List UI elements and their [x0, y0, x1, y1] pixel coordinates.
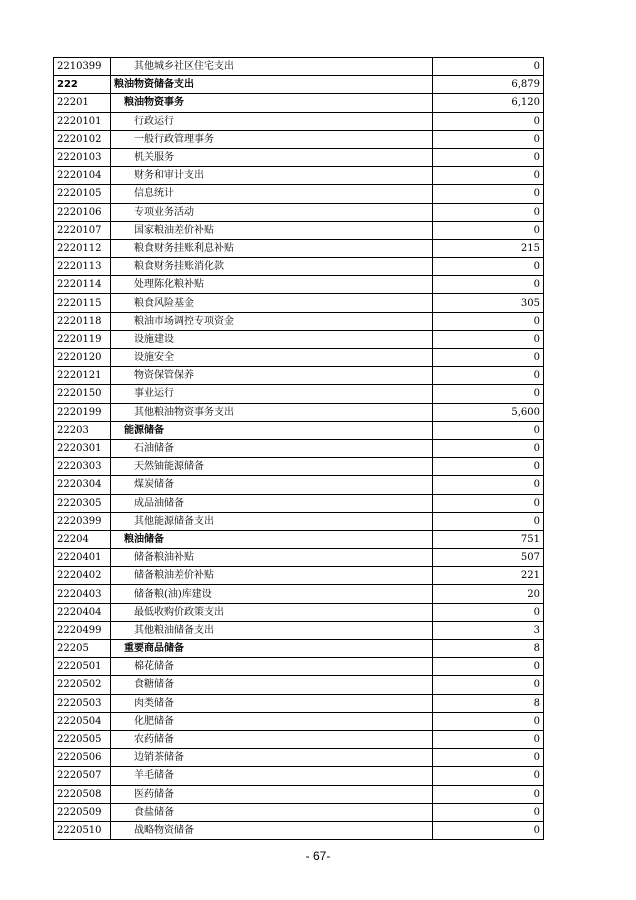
cell-code: 2220115: [54, 294, 111, 312]
cell-name: [111, 676, 433, 694]
cell-name-text: 储备粮油差价补贴: [134, 570, 214, 582]
cell-code: 2220506: [54, 749, 111, 767]
cell-value: 0: [433, 512, 544, 530]
cell-name-text: 粮食财务挂账利息补贴: [134, 242, 234, 254]
cell-name: [111, 439, 433, 457]
cell-code: 2220112: [54, 239, 111, 257]
cell-value: 0: [433, 148, 544, 166]
cell-name: [111, 767, 433, 785]
cell-name: [111, 694, 433, 712]
cell-name: [111, 294, 433, 312]
cell-code: 2220304: [54, 476, 111, 494]
table-row: [54, 221, 544, 239]
cell-name: [111, 403, 433, 421]
cell-name-text: 重要商品储备: [124, 643, 184, 655]
cell-code: 2220121: [54, 367, 111, 385]
cell-name: [111, 58, 433, 76]
cell-name: [111, 640, 433, 658]
cell-value: 0: [433, 712, 544, 730]
table-row: [54, 403, 544, 421]
cell-code: 2220510: [54, 821, 111, 839]
cell-code: 2220305: [54, 494, 111, 512]
cell-code: 2220120: [54, 349, 111, 367]
cell-name-text: 农药储备: [134, 734, 174, 746]
cell-value: 0: [433, 330, 544, 348]
cell-name-text: 粮食财务挂账消化款: [134, 261, 224, 273]
table-row: [54, 367, 544, 385]
cell-value: 0: [433, 476, 544, 494]
cell-name-text: 粮油市场调控专项资金: [134, 315, 234, 327]
cell-value: 215: [433, 239, 544, 257]
cell-code: 2220104: [54, 167, 111, 185]
table-row: [54, 349, 544, 367]
cell-value: 0: [433, 676, 544, 694]
cell-name-text: 最低收购价政策支出: [134, 606, 224, 618]
table-row: [54, 785, 544, 803]
cell-name: [111, 185, 433, 203]
table-row: [54, 112, 544, 130]
cell-code: 2220505: [54, 730, 111, 748]
cell-name-text: 棉花储备: [134, 661, 174, 673]
cell-value: 0: [433, 112, 544, 130]
cell-name: [111, 239, 433, 257]
table-row: [54, 512, 544, 530]
table-row: [54, 585, 544, 603]
cell-name: [111, 658, 433, 676]
cell-value: 305: [433, 294, 544, 312]
cell-value: 0: [433, 167, 544, 185]
table-row: [54, 294, 544, 312]
cell-name: [111, 749, 433, 767]
cell-value: 8: [433, 640, 544, 658]
cell-name-text: 能源储备: [124, 424, 164, 436]
cell-code: 2220404: [54, 603, 111, 621]
cell-name-text: 国家粮油差价补贴: [134, 224, 214, 236]
cell-name: [111, 76, 433, 94]
cell-name: [111, 512, 433, 530]
cell-name: [111, 167, 433, 185]
cell-name: [111, 476, 433, 494]
cell-value: 0: [433, 494, 544, 512]
cell-name-text: 粮油物资事务: [124, 97, 184, 109]
budget-table: [53, 57, 544, 840]
cell-code: 2220150: [54, 385, 111, 403]
table-row: [54, 676, 544, 694]
cell-value: 6,120: [433, 94, 544, 112]
cell-name-text: 处理陈化粮补贴: [134, 279, 204, 291]
table-row: [54, 439, 544, 457]
cell-name: [111, 549, 433, 567]
cell-value: 0: [433, 367, 544, 385]
cell-name: [111, 276, 433, 294]
table-row: [54, 130, 544, 148]
cell-name: [111, 785, 433, 803]
cell-value: 0: [433, 458, 544, 476]
cell-code: 22205: [54, 640, 111, 658]
cell-name: [111, 94, 433, 112]
table-row: [54, 821, 544, 839]
cell-code: 2220399: [54, 512, 111, 530]
cell-name-text: 专项业务活动: [134, 206, 194, 218]
cell-name-text: 储备粮(油)库建设: [134, 588, 212, 600]
cell-name: [111, 712, 433, 730]
cell-name-text: 事业运行: [134, 388, 174, 400]
cell-value: 6,879: [433, 76, 544, 94]
cell-name-text: 粮食风险基金: [134, 297, 194, 309]
cell-name-text: 其他粮油储备支出: [134, 624, 214, 636]
cell-name: [111, 621, 433, 639]
cell-code: 2220199: [54, 403, 111, 421]
cell-value: 751: [433, 530, 544, 548]
cell-value: 221: [433, 567, 544, 585]
table-row: [54, 94, 544, 112]
table-row: [54, 276, 544, 294]
cell-name-text: 粮油储备: [124, 533, 164, 545]
cell-name-text: 食糖储备: [134, 679, 174, 691]
cell-name-text: 化肥储备: [134, 715, 174, 727]
table-row: [54, 767, 544, 785]
cell-name-text: 战略物资储备: [134, 824, 194, 836]
cell-name: [111, 112, 433, 130]
cell-code: 22203: [54, 421, 111, 439]
cell-name-text: 其他能源储备支出: [134, 515, 214, 527]
cell-value: 0: [433, 312, 544, 330]
cell-code: 2220502: [54, 676, 111, 694]
cell-value: 0: [433, 258, 544, 276]
cell-name: [111, 203, 433, 221]
cell-code: 2220499: [54, 621, 111, 639]
cell-name-text: 财务和审计支出: [134, 170, 204, 182]
cell-value: 0: [433, 749, 544, 767]
cell-code: 2210399: [54, 58, 111, 76]
cell-value: 0: [433, 203, 544, 221]
cell-name-text: 机关服务: [134, 152, 174, 164]
cell-code: 2220303: [54, 458, 111, 476]
cell-name: [111, 585, 433, 603]
cell-code: 2220301: [54, 439, 111, 457]
cell-code: 2220103: [54, 148, 111, 166]
table-row: [54, 730, 544, 748]
cell-code: 2220508: [54, 785, 111, 803]
cell-value: 5,600: [433, 403, 544, 421]
table-row: [54, 239, 544, 257]
table-row: [54, 712, 544, 730]
cell-name-text: 煤炭储备: [134, 479, 174, 491]
cell-value: 507: [433, 549, 544, 567]
cell-code: 2220402: [54, 567, 111, 585]
table-row: [54, 803, 544, 821]
cell-value: 0: [433, 58, 544, 76]
cell-value: 0: [433, 658, 544, 676]
table-body: [54, 58, 544, 840]
cell-value: 0: [433, 767, 544, 785]
cell-value: 0: [433, 130, 544, 148]
cell-value: 0: [433, 803, 544, 821]
cell-code: 2220509: [54, 803, 111, 821]
cell-value: 0: [433, 185, 544, 203]
cell-code: 22204: [54, 530, 111, 548]
cell-code: 2220401: [54, 549, 111, 567]
cell-value: 0: [433, 385, 544, 403]
table-row: [54, 330, 544, 348]
cell-name-text: 其他粮油物资事务支出: [134, 406, 234, 418]
table-row: [54, 530, 544, 548]
page-number: - 67-: [305, 849, 331, 863]
cell-name-text: 设施安全: [134, 352, 174, 364]
table-row: [54, 549, 544, 567]
cell-name-text: 物资保管保养: [134, 370, 194, 382]
cell-value: 0: [433, 221, 544, 239]
cell-name-text: 成品油储备: [134, 497, 184, 509]
cell-name: [111, 803, 433, 821]
table-row: [54, 749, 544, 767]
cell-name: [111, 258, 433, 276]
cell-code: 2220105: [54, 185, 111, 203]
cell-name: [111, 221, 433, 239]
cell-name: [111, 312, 433, 330]
cell-name-text: 食盐储备: [134, 806, 174, 818]
table-row: [54, 421, 544, 439]
cell-code: 22201: [54, 94, 111, 112]
table-row: [54, 58, 544, 76]
cell-value: 0: [433, 821, 544, 839]
table-row: [54, 694, 544, 712]
cell-name-text: 羊毛储备: [134, 770, 174, 782]
cell-code: 2220114: [54, 276, 111, 294]
cell-name-text: 行政运行: [134, 115, 174, 127]
cell-name: [111, 385, 433, 403]
cell-code: 2220107: [54, 221, 111, 239]
cell-value: 0: [433, 349, 544, 367]
table-row: [54, 458, 544, 476]
cell-name: [111, 349, 433, 367]
cell-code: 2220504: [54, 712, 111, 730]
table-row: [54, 76, 544, 94]
cell-code: 2220101: [54, 112, 111, 130]
table-row: [54, 603, 544, 621]
table-row: [54, 476, 544, 494]
cell-name-text: 肉类储备: [134, 697, 174, 709]
cell-name: [111, 494, 433, 512]
table-row: [54, 385, 544, 403]
cell-value: 0: [433, 439, 544, 457]
cell-name-text: 石油储备: [134, 443, 174, 455]
table-row: [54, 567, 544, 585]
cell-name: [111, 367, 433, 385]
cell-name: [111, 458, 433, 476]
cell-name-text: 其他城乡社区住宅支出: [134, 61, 234, 73]
cell-name: [111, 567, 433, 585]
table-row: [54, 203, 544, 221]
cell-name-text: 信息统计: [134, 188, 174, 200]
cell-code: 2220503: [54, 694, 111, 712]
cell-value: 0: [433, 730, 544, 748]
cell-value: 0: [433, 276, 544, 294]
cell-value: 20: [433, 585, 544, 603]
cell-code: 222: [54, 76, 111, 94]
table-row: [54, 148, 544, 166]
table-row: [54, 167, 544, 185]
cell-code: 2220102: [54, 130, 111, 148]
cell-code: 2220119: [54, 330, 111, 348]
cell-value: 3: [433, 621, 544, 639]
table-row: [54, 185, 544, 203]
cell-name: [111, 330, 433, 348]
cell-name: [111, 530, 433, 548]
cell-code: 2220403: [54, 585, 111, 603]
cell-code: 2220113: [54, 258, 111, 276]
cell-name: [111, 148, 433, 166]
table-row: [54, 658, 544, 676]
table-row: [54, 312, 544, 330]
table-row: [54, 494, 544, 512]
cell-value: 8: [433, 694, 544, 712]
cell-code: 2220106: [54, 203, 111, 221]
cell-name-text: 一般行政管理事务: [134, 133, 214, 145]
cell-name: [111, 603, 433, 621]
cell-name: [111, 730, 433, 748]
cell-name: [111, 130, 433, 148]
cell-name: [111, 821, 433, 839]
cell-name: [111, 421, 433, 439]
cell-name-text: 粮油物资储备支出: [114, 79, 194, 91]
table-row: [54, 258, 544, 276]
cell-name-text: 边销茶储备: [134, 752, 184, 764]
cell-name-text: 设施建设: [134, 333, 174, 345]
cell-value: 0: [433, 785, 544, 803]
table-row: [54, 621, 544, 639]
cell-value: 0: [433, 603, 544, 621]
table-row: [54, 640, 544, 658]
cell-code: 2220507: [54, 767, 111, 785]
cell-name-text: 储备粮油补贴: [134, 552, 194, 564]
cell-code: 2220501: [54, 658, 111, 676]
cell-name-text: 天然铀能源储备: [134, 461, 204, 473]
cell-name-text: 医药储备: [134, 788, 174, 800]
cell-code: 2220118: [54, 312, 111, 330]
cell-value: 0: [433, 421, 544, 439]
